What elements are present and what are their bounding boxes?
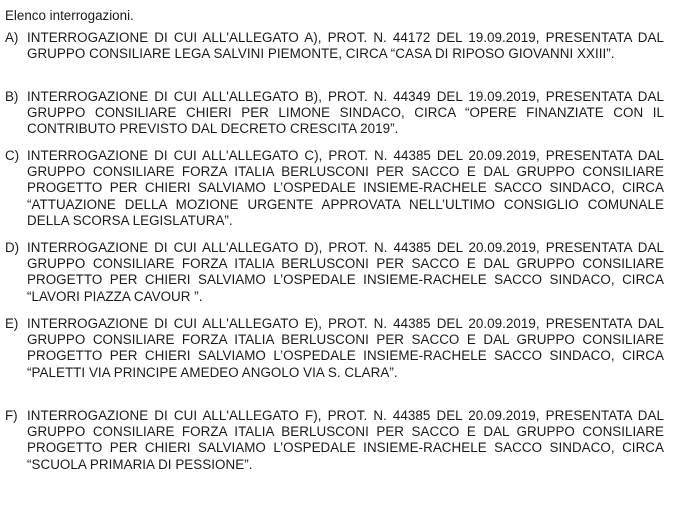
list-item-text: INTERROGAZIONE DI CUI ALL'ALLEGATO E), PROT. N. 44385 DEL 20.09.2019, PRESENTATA DAL GRUPPO CONSILIARE FORZA ITALIA BERLUSCONI PER SACCO E DAL GRUPPO CONSILIARE PROGETTO PER CHIERI SALVIAMO L’OSPEDALE INSIEME-RACHELE SACCO SINDACO, CIRCA “PALETTI VIA PRINCIPE AMEDEO ANGOLO VIA S. CLARA”. (27, 316, 664, 380)
list-item-text: INTERROGAZIONE DI CUI ALL'ALLEGATO D), PROT. N. 44385 DEL 20.09.2019, PRESENTATA DAL GRUPPO CONSILIARE FORZA ITALIA BERLUSCONI PER SACCO E DAL GRUPPO CONSILIARE PROGETTO PER CHIERI SALVIAMO L’OSPEDALE INSIEME-RACHELE SACCO SINDACO, CIRCA “LAVORI PIAZZA CAVOUR ”. (27, 240, 664, 304)
list-item-marker: D) (5, 240, 20, 255)
list-item (5, 240, 664, 305)
list-item (5, 148, 664, 229)
document-intro: Elenco interrogazioni. (5, 8, 134, 23)
list-item-marker: E) (5, 316, 19, 331)
list-item (5, 89, 664, 138)
list-item-marker: C) (5, 148, 20, 163)
list-item-text: INTERROGAZIONE DI CUI ALL'ALLEGATO C), PROT. N. 44385 DEL 20.09.2019, PRESENTATA DAL GRUPPO CONSILIARE FORZA ITALIA BERLUSCONI PER SACCO E DAL GRUPPO CONSILIARE PROGETTO PER CHIERI SALVIAMO L’OSPEDALE INSIEME-RACHELE SACCO SINDACO, CIRCA “ATTUAZIONE DELLA MOZIONE URGENTE APPROVATA NELL’ULTIMO CONSIGLIO COMUNALE DELLA SCORSA LEGISLATURA”. (27, 148, 664, 228)
list-item-text: INTERROGAZIONE DI CUI ALL'ALLEGATO A), PROT. N. 44172 DEL 19.09.2019, PRESENTATA DAL GRUPPO CONSILIARE LEGA SALVINI PIEMONTE, CIRCA “CASA DI RIPOSO GIOVANNI XXIII”. (27, 30, 664, 62)
list-item-marker: F) (5, 408, 18, 423)
list-item-marker: B) (5, 89, 19, 104)
list-item (5, 408, 664, 473)
list-item-text: INTERROGAZIONE DI CUI ALL'ALLEGATO B), PROT. N. 44349 DEL 19.09.2019, PRESENTATA DAL GRUPPO CONSILIARE CHIERI PER LIMONE SINDACO, CIRCA “OPERE FINANZIATE CON IL CONTRIBUTO PREVISTO DAL DECRETO CRESCITA 2019”. (27, 89, 664, 137)
list-item-marker: A) (5, 30, 19, 45)
list-item (5, 30, 664, 62)
list-item (5, 316, 664, 381)
list-item-text: INTERROGAZIONE DI CUI ALL'ALLEGATO F), PROT. N. 44385 DEL 20.09.2019, PRESENTATA DAL GRUPPO CONSILIARE FORZA ITALIA BERLUSCONI PER SACCO E DAL GRUPPO CONSILIARE PROGETTO PER CHIERI SALVIAMO L’OSPEDALE INSIEME-RACHELE SACCO SINDACO, CIRCA “SCUOLA PRIMARIA DI PESSIONE”. (27, 408, 664, 472)
